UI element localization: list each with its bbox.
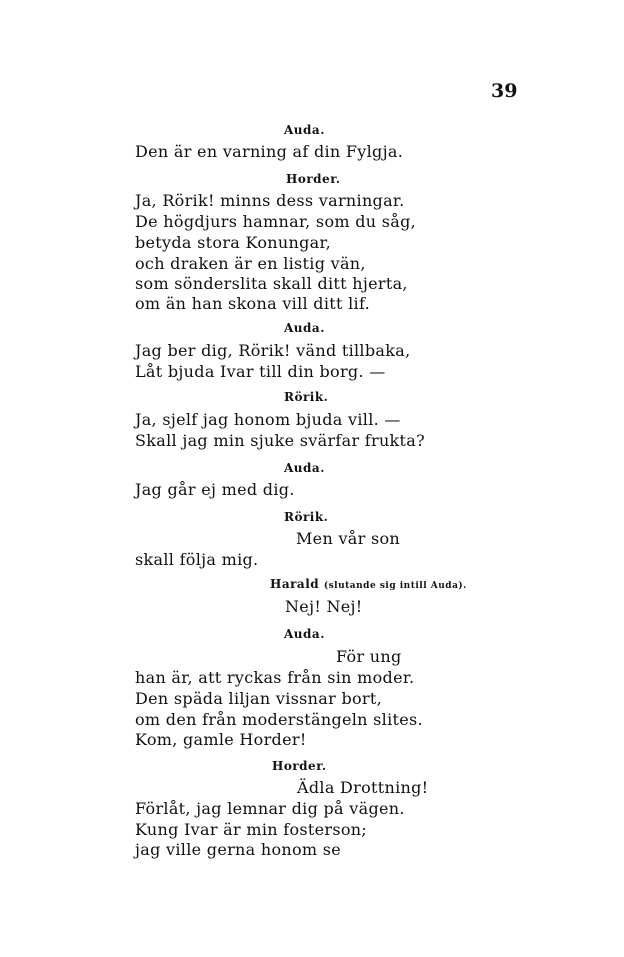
verse-line: skall följa mig.: [135, 550, 259, 569]
speaker-name: Horder.: [286, 172, 341, 186]
verse-line: Kom, gamle Horder!: [135, 730, 307, 749]
speaker-name-harald: Harald: [270, 577, 320, 591]
verse-line: För ung: [336, 647, 402, 666]
verse-line: om än han skona vill ditt lif.: [135, 294, 370, 313]
speaker-name: Auda.: [284, 461, 325, 475]
verse-line: Ja, sjelf jag honom bjuda vill. —: [135, 410, 401, 429]
verse-line: De högdjurs hamnar, som du såg,: [135, 212, 417, 231]
verse-line: Skall jag min sjuke svärfar frukta?: [135, 431, 425, 450]
speaker-name: [270, 577, 467, 591]
stage-direction: (slutande sig intill Auda).: [323, 581, 467, 591]
speaker-name: Auda.: [284, 123, 325, 137]
verse-line: Ja, Rörik! minns dess varningar.: [135, 191, 405, 210]
page-number: 39: [491, 80, 518, 102]
verse-line: Jag går ej med dig.: [135, 480, 295, 499]
verse-line: som sönderslita skall ditt hjerta,: [135, 274, 408, 293]
verse-line: Men vår son: [296, 529, 401, 548]
verse-line: om den från moderstängeln slites.: [135, 710, 423, 729]
speaker-name: Rörik.: [284, 510, 329, 524]
verse-line: Kung Ivar är min fosterson;: [135, 820, 368, 839]
verse-line: Jag ber dig, Rörik! vänd tillbaka,: [135, 341, 411, 360]
verse-line: Nej! Nej!: [285, 597, 363, 616]
verse-line: Ädla Drottning!: [297, 778, 429, 797]
verse-line: han är, att ryckas från sin moder.: [135, 668, 415, 687]
speaker-name: Auda.: [284, 321, 325, 335]
verse-line: betyda stora Konungar,: [135, 233, 332, 252]
speaker-name: Rörik.: [284, 390, 329, 404]
verse-line: Den är en varning af din Fylgja.: [135, 142, 404, 161]
verse-line: Låt bjuda Ivar till din borg. —: [135, 362, 386, 381]
speaker-name: Auda.: [284, 627, 325, 641]
verse-line: och draken är en listig vän,: [135, 254, 366, 273]
speaker-name: Horder.: [272, 759, 327, 773]
verse-line: Förlåt, jag lemnar dig på vägen.: [135, 799, 405, 818]
verse-line: Den späda liljan vissnar bort,: [135, 689, 382, 708]
verse-line: jag ville gerna honom se: [135, 840, 342, 859]
